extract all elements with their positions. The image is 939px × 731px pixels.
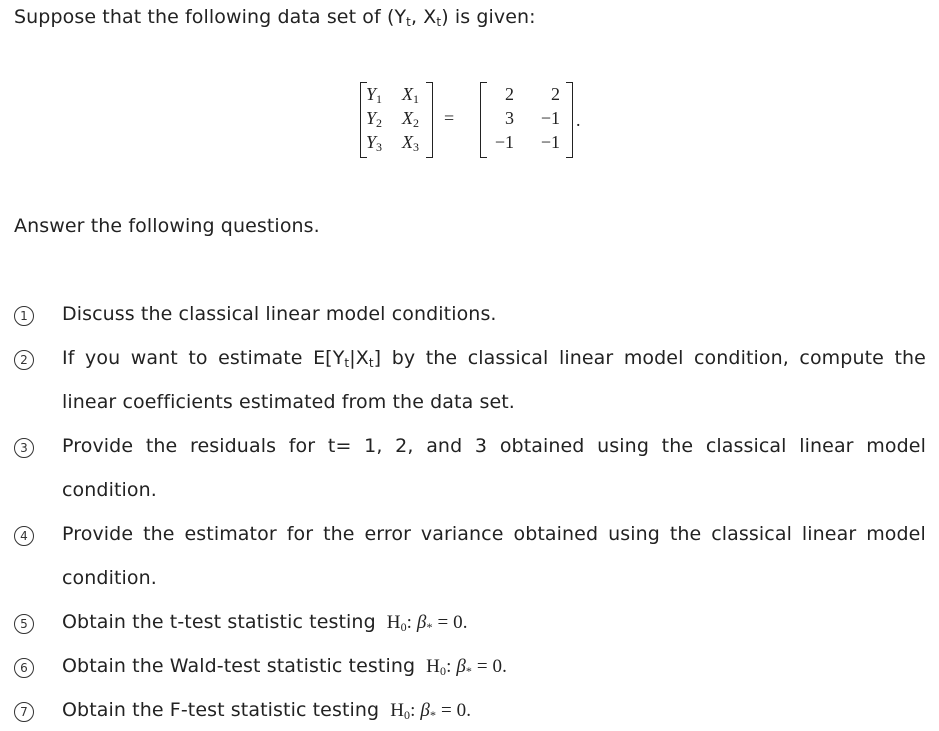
lhs-right-bracket [426,82,433,158]
matrix-period: . [576,110,581,130]
word: the [661,435,694,457]
question-number-badge: 4 [14,526,34,546]
word: obtained [513,523,599,545]
word: residuals [189,435,277,457]
word: using [608,523,660,545]
word: the [323,523,355,545]
word: Provide [62,435,134,457]
lhs-cell-x3: $X_3$ [402,132,419,154]
question-6-prompt: Obtain the Wald-test statistic testing [62,655,416,677]
question-number-badge: 3 [14,438,34,458]
word: error [364,523,411,545]
rhs-cell: 3 [505,108,514,128]
word: classical [467,347,549,369]
lhs-cell-x2: $X_2$ [402,108,419,130]
question-2-line-2: linear coefficients estimated from the data set. [62,391,515,413]
word: and [426,435,463,457]
question-6-text [62,655,926,679]
lhs-cell-y2: $Y_2$ [366,108,383,130]
question-5-prompt: Obtain the t-test statistic testing [62,611,376,633]
answer-heading: Answer the following questions. [14,215,320,237]
null-hypothesis: $H_0$: $\beta_* = 0$. [426,656,507,678]
word: model [866,435,926,457]
word: want [130,347,178,369]
rhs-cell: 2 [505,84,514,104]
word: for [288,435,316,457]
word: compute [799,347,884,369]
word: to [188,347,208,369]
word: condition, [694,347,789,369]
equals-sign: = [444,108,455,128]
matrix-equation [352,80,592,160]
word: t= [327,435,352,457]
rhs-right-bracket [566,82,573,158]
word: estimate [218,347,303,369]
question-7-text [62,699,926,723]
intro-sentence [14,6,536,29]
word: classical [711,523,792,545]
question-3-line-2: condition. [62,479,157,501]
word: the [425,347,458,369]
question-5-text [62,611,926,635]
word: the [894,347,926,369]
null-hypothesis: $H_0$: $\beta_* = 0$. [386,612,468,634]
null-hypothesis: $H_0$: $\beta_* = 0$. [390,700,472,722]
word: variance [420,523,504,545]
word: linear [801,523,857,545]
question-number-badge: 5 [14,614,34,634]
word: model [866,523,926,545]
word: model [623,347,684,369]
question-4-line-2: condition. [62,567,157,589]
word: estimator [184,523,277,545]
intro-text-part: Suppose that the following data set of (Y [14,6,407,28]
intro-subscript: t [436,15,442,29]
word: obtained [499,435,585,457]
question-number-badge: 2 [14,350,34,370]
word: 1, [364,435,383,457]
question-2-line-1 [62,347,926,370]
lhs-cell-x1: $X_1$ [402,84,419,106]
word: 2, [395,435,414,457]
question-number-badge: 1 [14,306,34,326]
rhs-cell: 2 [551,84,560,104]
word: linear [558,347,614,369]
intro-text-part: , X [410,6,437,28]
word: you [85,347,121,369]
word: If [62,347,75,369]
question-number-badge: 7 [14,702,34,722]
word: the [145,435,178,457]
rhs-cell: −1 [540,108,560,128]
word: the [669,523,702,545]
question-4-line-1 [62,523,926,545]
word: the [143,523,175,545]
word: 3 [474,435,488,457]
word: linear [799,435,854,457]
question-1-text: Discuss the classical linear model conditions. [62,303,497,325]
word: by [391,347,416,369]
question-3-line-1 [62,435,926,457]
lhs-cell-y3: $Y_3$ [366,132,383,154]
rhs-cell: −1 [540,132,560,152]
intro-subscript: t [406,15,411,29]
question-7-prompt: Obtain the F-test statistic testing [62,699,380,721]
intro-text-part: ) is given: [441,6,536,28]
word: using [597,435,649,457]
word: for [286,523,314,545]
rhs-cell: −1 [494,132,514,152]
word: Provide [62,523,134,545]
lhs-cell-y1: $Y_1$ [366,84,383,106]
question-number-badge: 6 [14,658,34,678]
conditional-expectation: $E[Y_t|X_t]$ [313,347,382,370]
word: classical [705,435,787,457]
